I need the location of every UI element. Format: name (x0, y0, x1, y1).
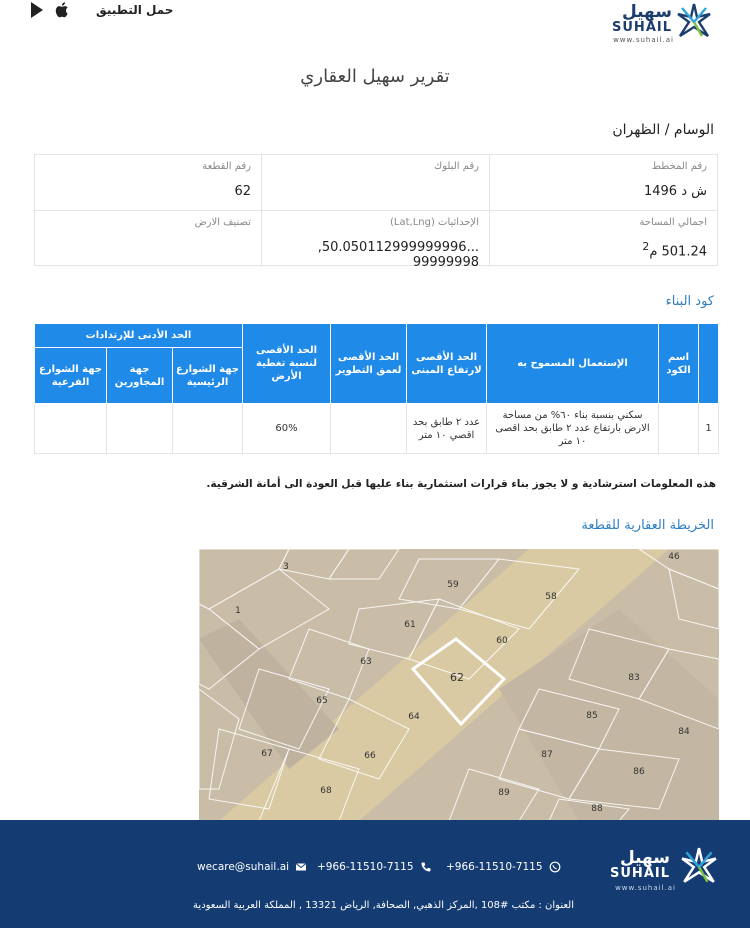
coordinates-cell (261, 211, 489, 270)
whatsapp-number[interactable]: +966-11510-7115 (446, 861, 543, 873)
col-allowed-use: الإستعمال المسموح به (487, 324, 659, 404)
map-canvas[interactable] (199, 549, 719, 821)
plot-label: 66 (364, 751, 376, 761)
brand-arabic: سهيل (621, 2, 672, 22)
whatsapp-contact[interactable] (446, 861, 561, 873)
land-class-label: تصنيف الارض (194, 217, 251, 228)
plot-label: 68 (320, 786, 332, 796)
row-neighbors (107, 404, 173, 454)
coordinates-label: الإحداثيات (Lat,Lng) (389, 217, 479, 228)
disclaimer-text: هذه المعلومات استرشادية و لا يجوز بناء قرارات استثمارية بناء عليها قبل العودة الى أمانة الشرقية. (206, 478, 716, 490)
google-play-icon[interactable] (28, 1, 46, 19)
plot-info-grid (34, 154, 718, 270)
area-unit-superscript: 2 (642, 240, 650, 253)
brand-url: www.suhail.ai (613, 36, 674, 44)
land-class-cell (33, 211, 261, 267)
scheme-number-label: رقم المخطط (651, 161, 707, 172)
report-title: تقرير سهيل العقاري (300, 66, 450, 87)
plot-label: 64 (408, 712, 420, 722)
building-code-title: كود البناء (665, 294, 714, 309)
map-title: الخريطة العقارية للقطعة (581, 518, 714, 533)
table-row (35, 404, 719, 454)
total-area-cell (489, 211, 717, 267)
scheme-number-value: ش د 1496 (643, 184, 707, 199)
email-contact[interactable] (197, 861, 307, 873)
row-max-depth (331, 404, 407, 454)
footer-brand-url: www.suhail.ai (615, 884, 676, 892)
plot-label: 58 (545, 592, 557, 602)
location-title: الوسام / الظهران (612, 122, 714, 138)
plot-label: 63 (360, 657, 372, 667)
suhail-star-icon (674, 2, 714, 40)
col-neighbors: جهة المجاورين (107, 348, 173, 404)
plot-map[interactable] (199, 549, 719, 821)
row-allowed-use: سكني بنسبة بناء ٦٠% من مساحة الارض بارتفاع عدد ٢ طابق بحد اقصى ١٠ متر (487, 404, 659, 454)
app-download (28, 0, 173, 20)
header (0, 0, 750, 48)
plot-label: 1 (235, 606, 241, 616)
plot-label: 59 (447, 580, 459, 590)
col-max-coverage: الحد الأقصى لنسبة تغطية الأرض (243, 324, 331, 404)
building-code-table (34, 323, 719, 454)
selected-plot-label: 62 (450, 671, 464, 684)
plot-label: 65 (316, 696, 328, 706)
block-number-cell (261, 155, 489, 211)
suhail-star-icon (678, 846, 720, 886)
footer-logo[interactable] (590, 842, 720, 892)
col-min-setbacks: الحد الأدنى للإرتدادات (35, 324, 243, 348)
col-max-depth: الحد الأقصى لعمق التطوير (331, 324, 407, 404)
total-area-value (500, 240, 707, 259)
brand-english: SUHAIL (612, 20, 672, 35)
phone-number[interactable]: +966-11510-7115 (317, 861, 414, 873)
address-text: العنوان : مكتب #108 ,المركز الذهبي, الصحافة, الرياض 13321 , المملكة العربية السعودية (193, 900, 574, 911)
plot-label: 84 (678, 727, 690, 737)
plot-label: 67 (261, 749, 273, 759)
plot-label: 3 (283, 562, 289, 572)
plot-label: 89 (498, 788, 510, 798)
col-main-street: جهة الشوارع الرئيسية (173, 348, 243, 404)
col-sub-streets: جهة الشوارع الفرعية (35, 348, 107, 404)
apple-icon[interactable] (54, 1, 72, 19)
row-max-coverage: 60% (243, 404, 331, 454)
plot-label: 83 (628, 673, 640, 683)
plot-number-value: 62 (234, 184, 251, 199)
col-code-name: اسم الكود (659, 324, 699, 404)
col-max-height: الحد الأقصى لارتفاع المبنى (407, 324, 487, 404)
block-number-label: رقم البلوك (433, 161, 479, 172)
whatsapp-icon (549, 861, 561, 873)
plot-label: 61 (404, 620, 416, 630)
footer-brand-english: SUHAIL (610, 866, 670, 881)
col-index (699, 324, 719, 404)
plot-label: 86 (633, 767, 645, 777)
coordinates-value[interactable]: ...50.050112999999996, 99999998 (317, 240, 479, 270)
area-number: 501.24 م (649, 244, 707, 260)
plot-number-label: رقم القطعة (202, 161, 251, 172)
plot-label: 88 (591, 804, 603, 814)
row-sub-streets (35, 404, 107, 454)
suhail-logo[interactable] (594, 2, 714, 46)
phone-contact[interactable] (317, 861, 432, 873)
phone-icon (420, 861, 432, 873)
row-max-height: عدد ٢ طابق بحد اقصي ١٠ متر (407, 404, 487, 454)
footer-brand-arabic: سهيل (619, 848, 670, 868)
plot-number-cell (33, 155, 261, 211)
plot-label: 87 (541, 750, 553, 760)
row-code-name (659, 404, 699, 454)
download-app-label[interactable]: حمل التطبيق (96, 3, 174, 17)
scheme-number-cell (489, 155, 717, 211)
email-address[interactable]: wecare@suhail.ai (197, 861, 290, 873)
plot-label: 46 (668, 552, 680, 562)
plot-label: 85 (586, 711, 598, 721)
email-icon (295, 861, 307, 873)
total-area-label: اجمالي المساحة (639, 217, 707, 228)
footer (0, 820, 750, 928)
plot-label: 60 (496, 636, 508, 646)
row-index: 1 (699, 404, 719, 454)
row-main-street (173, 404, 243, 454)
